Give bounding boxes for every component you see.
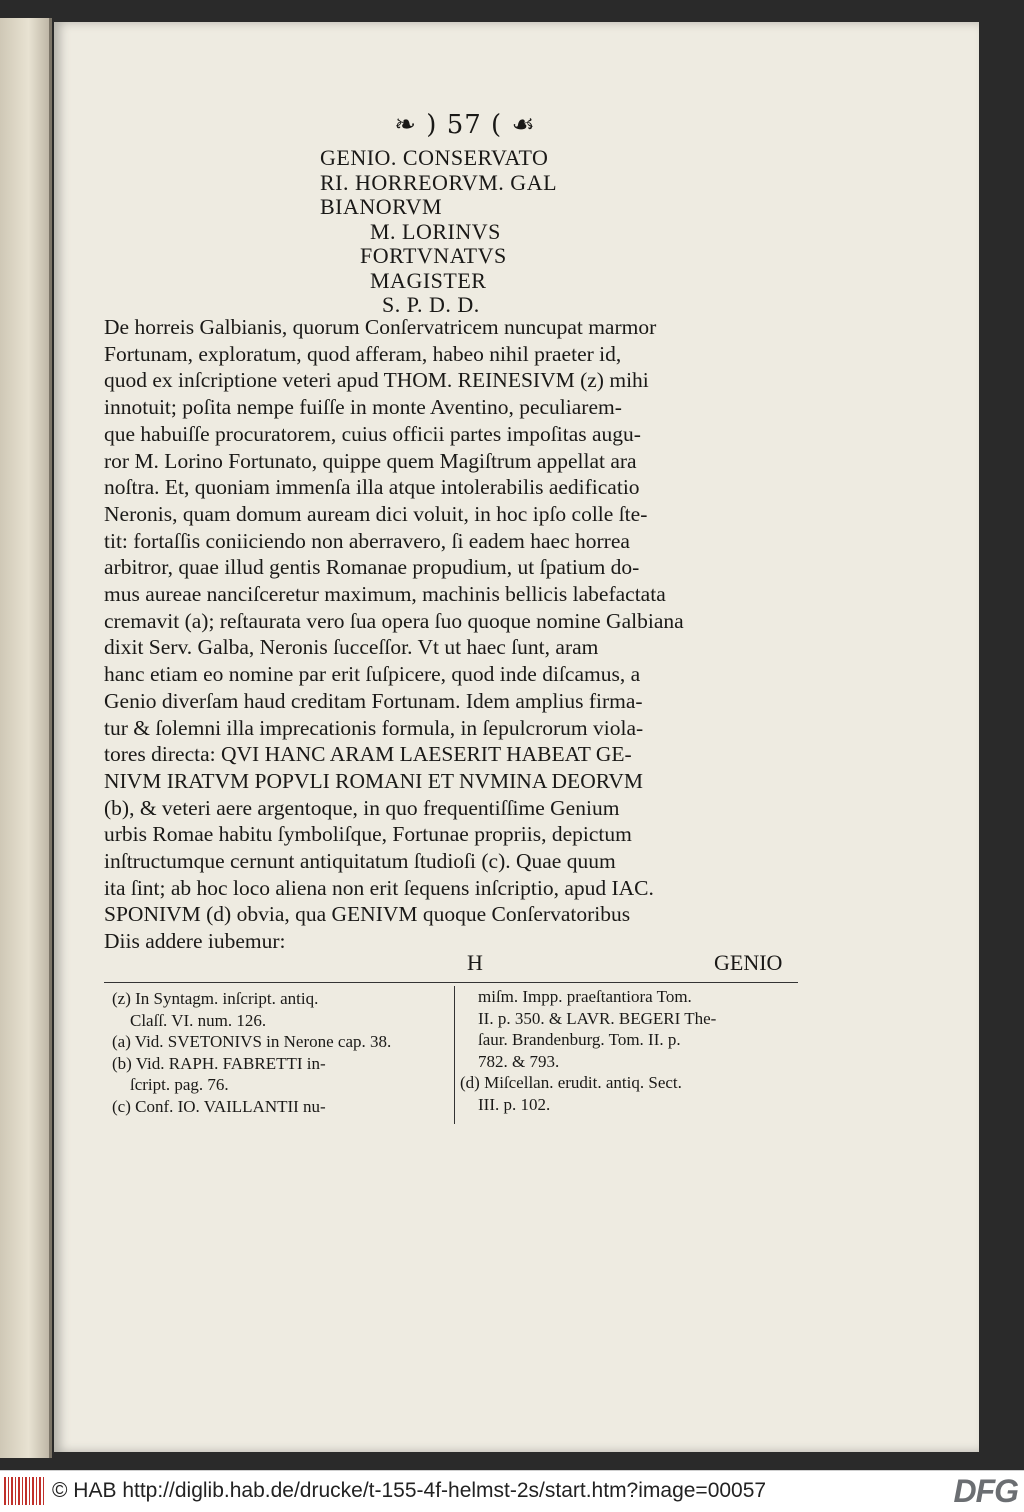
barcode-icon <box>4 1477 44 1505</box>
footnote-line: (c) Conf. IO. VAILLANTII nu- <box>112 1096 326 1116</box>
dfg-logo: DFG <box>953 1473 1018 1509</box>
body-line: cremavit (a); reſtaurata vero ſua opera ſuo quoque nomine Galbiana <box>104 608 684 633</box>
footnote-line: (a) Vid. SVETONIVS in Nerone cap. 38. <box>112 1032 392 1051</box>
body-line: NIVM IRATVM POPVLI ROMANI ET NVMINA DEORVM <box>104 768 643 793</box>
body-line: dixit Serv. Galba, Neronis ſucceſſor. Vt ut haec ſunt, aram <box>104 635 599 660</box>
inscription-line: RI. HORREORVM. GAL <box>320 169 558 195</box>
body-line: tur & ſolemni illa imprecationis formula, in ſepulcrorum viola- <box>104 715 644 740</box>
body-line: SPONIVM (d) obvia, qua GENIVM quoque Conſervatoribus <box>104 902 631 927</box>
footnote-line: Claſſ. VI. num. 126. <box>130 1010 267 1030</box>
body-line: Genio diverſam haud creditam Fortunam. Idem amplius firma- <box>104 688 643 713</box>
facing-page-edge <box>0 18 52 1458</box>
body-text <box>104 314 798 955</box>
footnote-line: (b) Vid. RAPH. FABRETTI in- <box>112 1053 326 1073</box>
body-line: mus aureae nanciſceretur maximum, machinis bellicis labefactata <box>104 582 666 607</box>
body-line: Diis addere iubemur: <box>104 929 286 954</box>
body-line: arbitror, quae illud gentis Romanae propudium, ut ſpatium do- <box>104 555 640 580</box>
inscription-line: MAGISTER <box>370 267 487 293</box>
body-line: ror M. Lorino Fortunato, quippe quem Magiſtrum appellat ara <box>104 448 637 473</box>
footnote-line: (d) Miſcellan. erudit. antiq. Sect. <box>460 1073 682 1092</box>
inscription-line: BIANORVM <box>320 194 443 219</box>
body-line: ita ſint; ab hoc loco aliena non erit ſequens inſcriptio, apud IAC. <box>104 875 654 900</box>
body-line: que habuiſſe procuratorem, cuius officii partes impoſitas augu- <box>104 421 641 446</box>
footnotes-left <box>112 988 452 1117</box>
body-line: (b), & veteri aere argentoque, in quo frequentiſſime Genium <box>104 795 620 820</box>
body-line: inſtructumque cernunt antiquitatum ſtudioſi (c). Quae quum <box>104 849 616 874</box>
footnote-line: 782. & 793. <box>478 1051 560 1071</box>
body-line: De horreis Galbianis, quorum Conſervatricem nuncupat marmor <box>104 315 657 339</box>
viewer-footer <box>0 1470 1024 1512</box>
footnote-line: ſcript. pag. 76. <box>130 1075 229 1094</box>
footnote-line: (z) In Syntagm. inſcript. antiq. <box>112 989 319 1008</box>
inscription-block <box>300 146 600 318</box>
body-line: hanc etiam eo nomine par erit ſuſpicere, quod inde diſcamus, a <box>104 662 641 687</box>
footnote-line: miſm. Impp. praeſtantiora Tom. <box>478 987 692 1006</box>
copyright-url[interactable]: © HAB http://diglib.hab.de/drucke/t-155-4f-helmst-2s/start.htm?image=00057 <box>52 1479 767 1502</box>
inscription-line: FORTVNATVS <box>360 243 507 268</box>
body-line: urbis Romae habitu ſymboliſque, Fortunae propriis, depictum <box>104 822 632 847</box>
body-line: innotuit; poſita nempe fuiſſe in monte Aventino, peculiarem- <box>104 395 622 420</box>
body-line: quod ex inſcriptione veteri apud THOM. REINESIVM (z) mihi <box>104 368 649 393</box>
footnote-line: II. p. 350. & LAVR. BEGERI The- <box>478 1008 717 1028</box>
inscription-line: GENIO. CONSERVATO <box>320 145 549 170</box>
page-number-header: ❧ ) 57 ( ☙ <box>394 110 536 140</box>
body-line: noſtra. Et, quoniam immenſa illa atque intolerabilis aedificatio <box>104 475 640 500</box>
body-line: tores directa: QVI HANC ARAM LAESERIT HABEAT GE- <box>104 742 632 767</box>
body-line: Neronis, quam domum auream dici voluit, in hoc ipſo colle ſte- <box>104 501 648 526</box>
inscription-line: S. P. D. D. <box>382 292 480 317</box>
footnote-column-separator <box>454 986 455 1124</box>
body-line: tit: fortaſſis coniiciendo non aberravero, ſi eadem haec horrea <box>104 528 630 553</box>
inscription-line: M. LORINVS <box>370 218 501 244</box>
footnote-line: III. p. 102. <box>478 1094 551 1114</box>
catchword-right: GENIO <box>714 950 783 975</box>
footnote-rule <box>104 982 798 983</box>
catchword-left: H <box>467 950 483 975</box>
body-line: Fortunam, exploratum, quod afferam, habeo nihil praeter id, <box>104 341 622 366</box>
footnote-line: ſaur. Brandenburg. Tom. II. p. <box>478 1030 681 1049</box>
footnotes-right <box>460 986 798 1115</box>
